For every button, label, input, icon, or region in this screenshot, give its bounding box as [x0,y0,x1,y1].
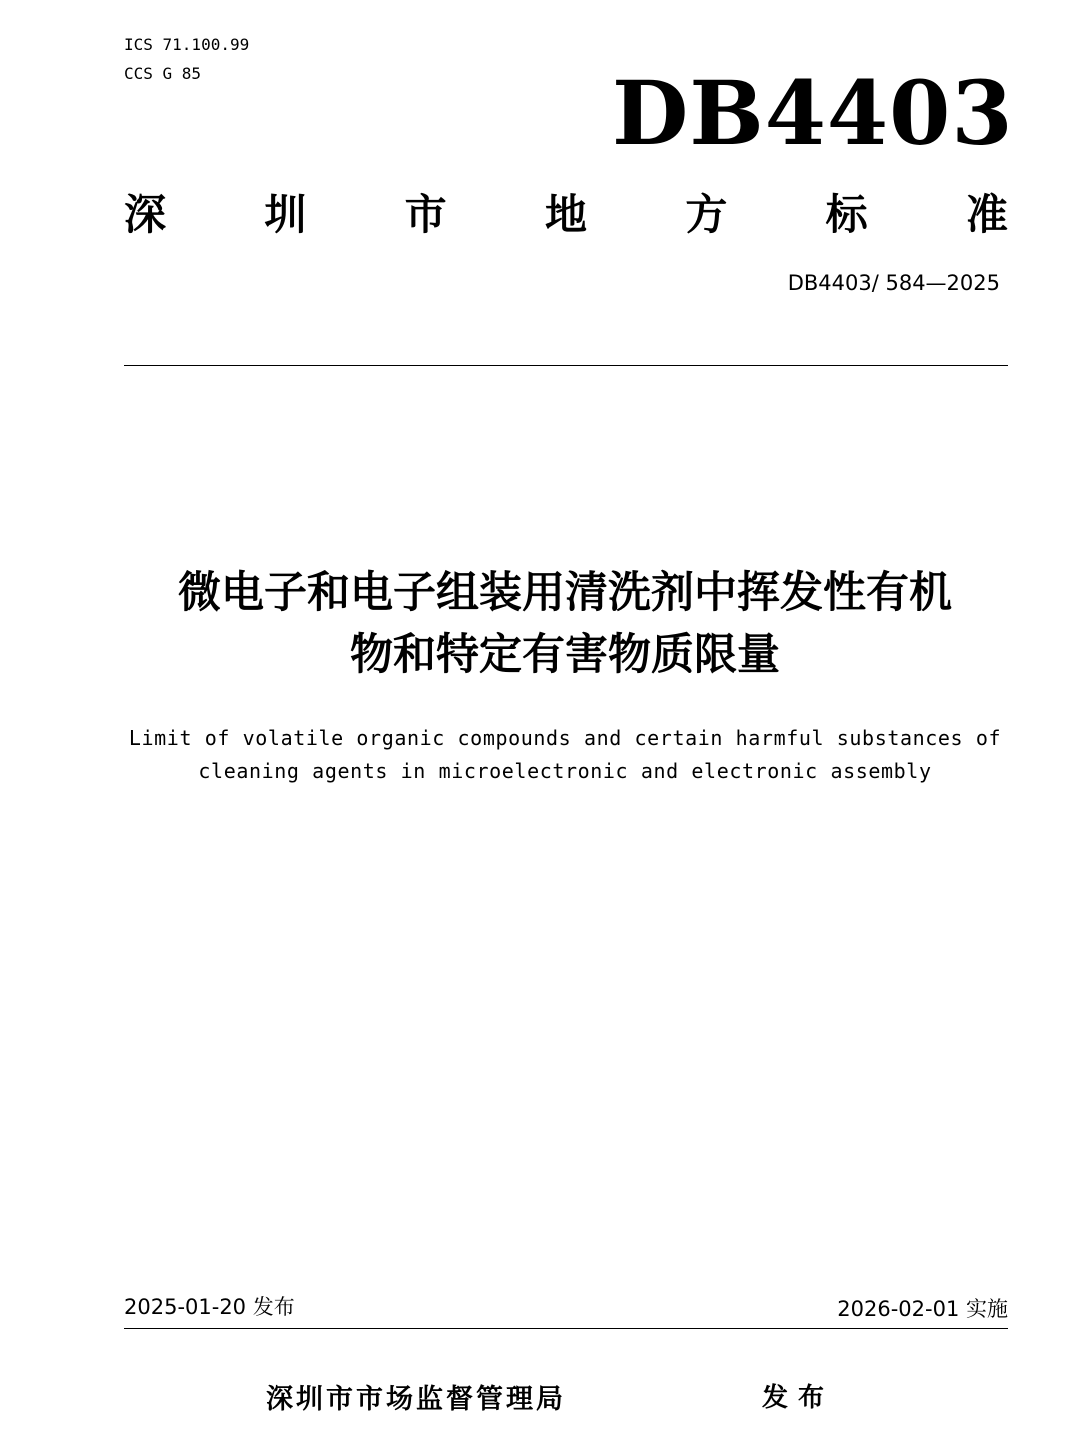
standard-type-char: 市 [404,190,447,239]
ics-code: ICS 71.100.99 [124,35,250,54]
issuing-authority: 深圳市市场监督管理局 [266,1384,566,1415]
classification-codes [124,30,249,88]
standard-type-char: 标 [825,190,868,239]
chinese-title-line: 物和特定有害物质限量 [350,630,780,680]
issue-label: 发布 [762,1383,835,1413]
top-divider [124,365,1008,366]
standard-type-char: 准 [965,190,1008,239]
chinese-title-line: 微电子和电子组装用清洗剂中挥发性有机 [178,568,952,618]
standard-type-char: 地 [544,190,587,239]
implementation-date: 2026-02-01 实施 [837,1297,1008,1321]
standard-type-char: 深 [124,190,167,239]
standard-type-char: 圳 [264,190,307,239]
english-title-line: Limit of volatile organic compounds and certain harmful substances of [128,726,1002,750]
issue-date: 2025-01-20 发布 [124,1295,295,1319]
standard-code-heading: DB4403 [612,61,1014,165]
english-title-line: cleaning agents in microelectronic and electronic assembly [198,759,932,783]
chinese-title [100,562,1030,686]
standard-type-char: 方 [685,190,728,239]
standard-type-heading [124,185,1008,245]
bottom-divider [124,1328,1008,1329]
ccs-code: CCS G 85 [124,64,202,83]
english-title [100,722,1030,788]
standard-number: DB4403/ 584—2025 [787,271,1000,295]
